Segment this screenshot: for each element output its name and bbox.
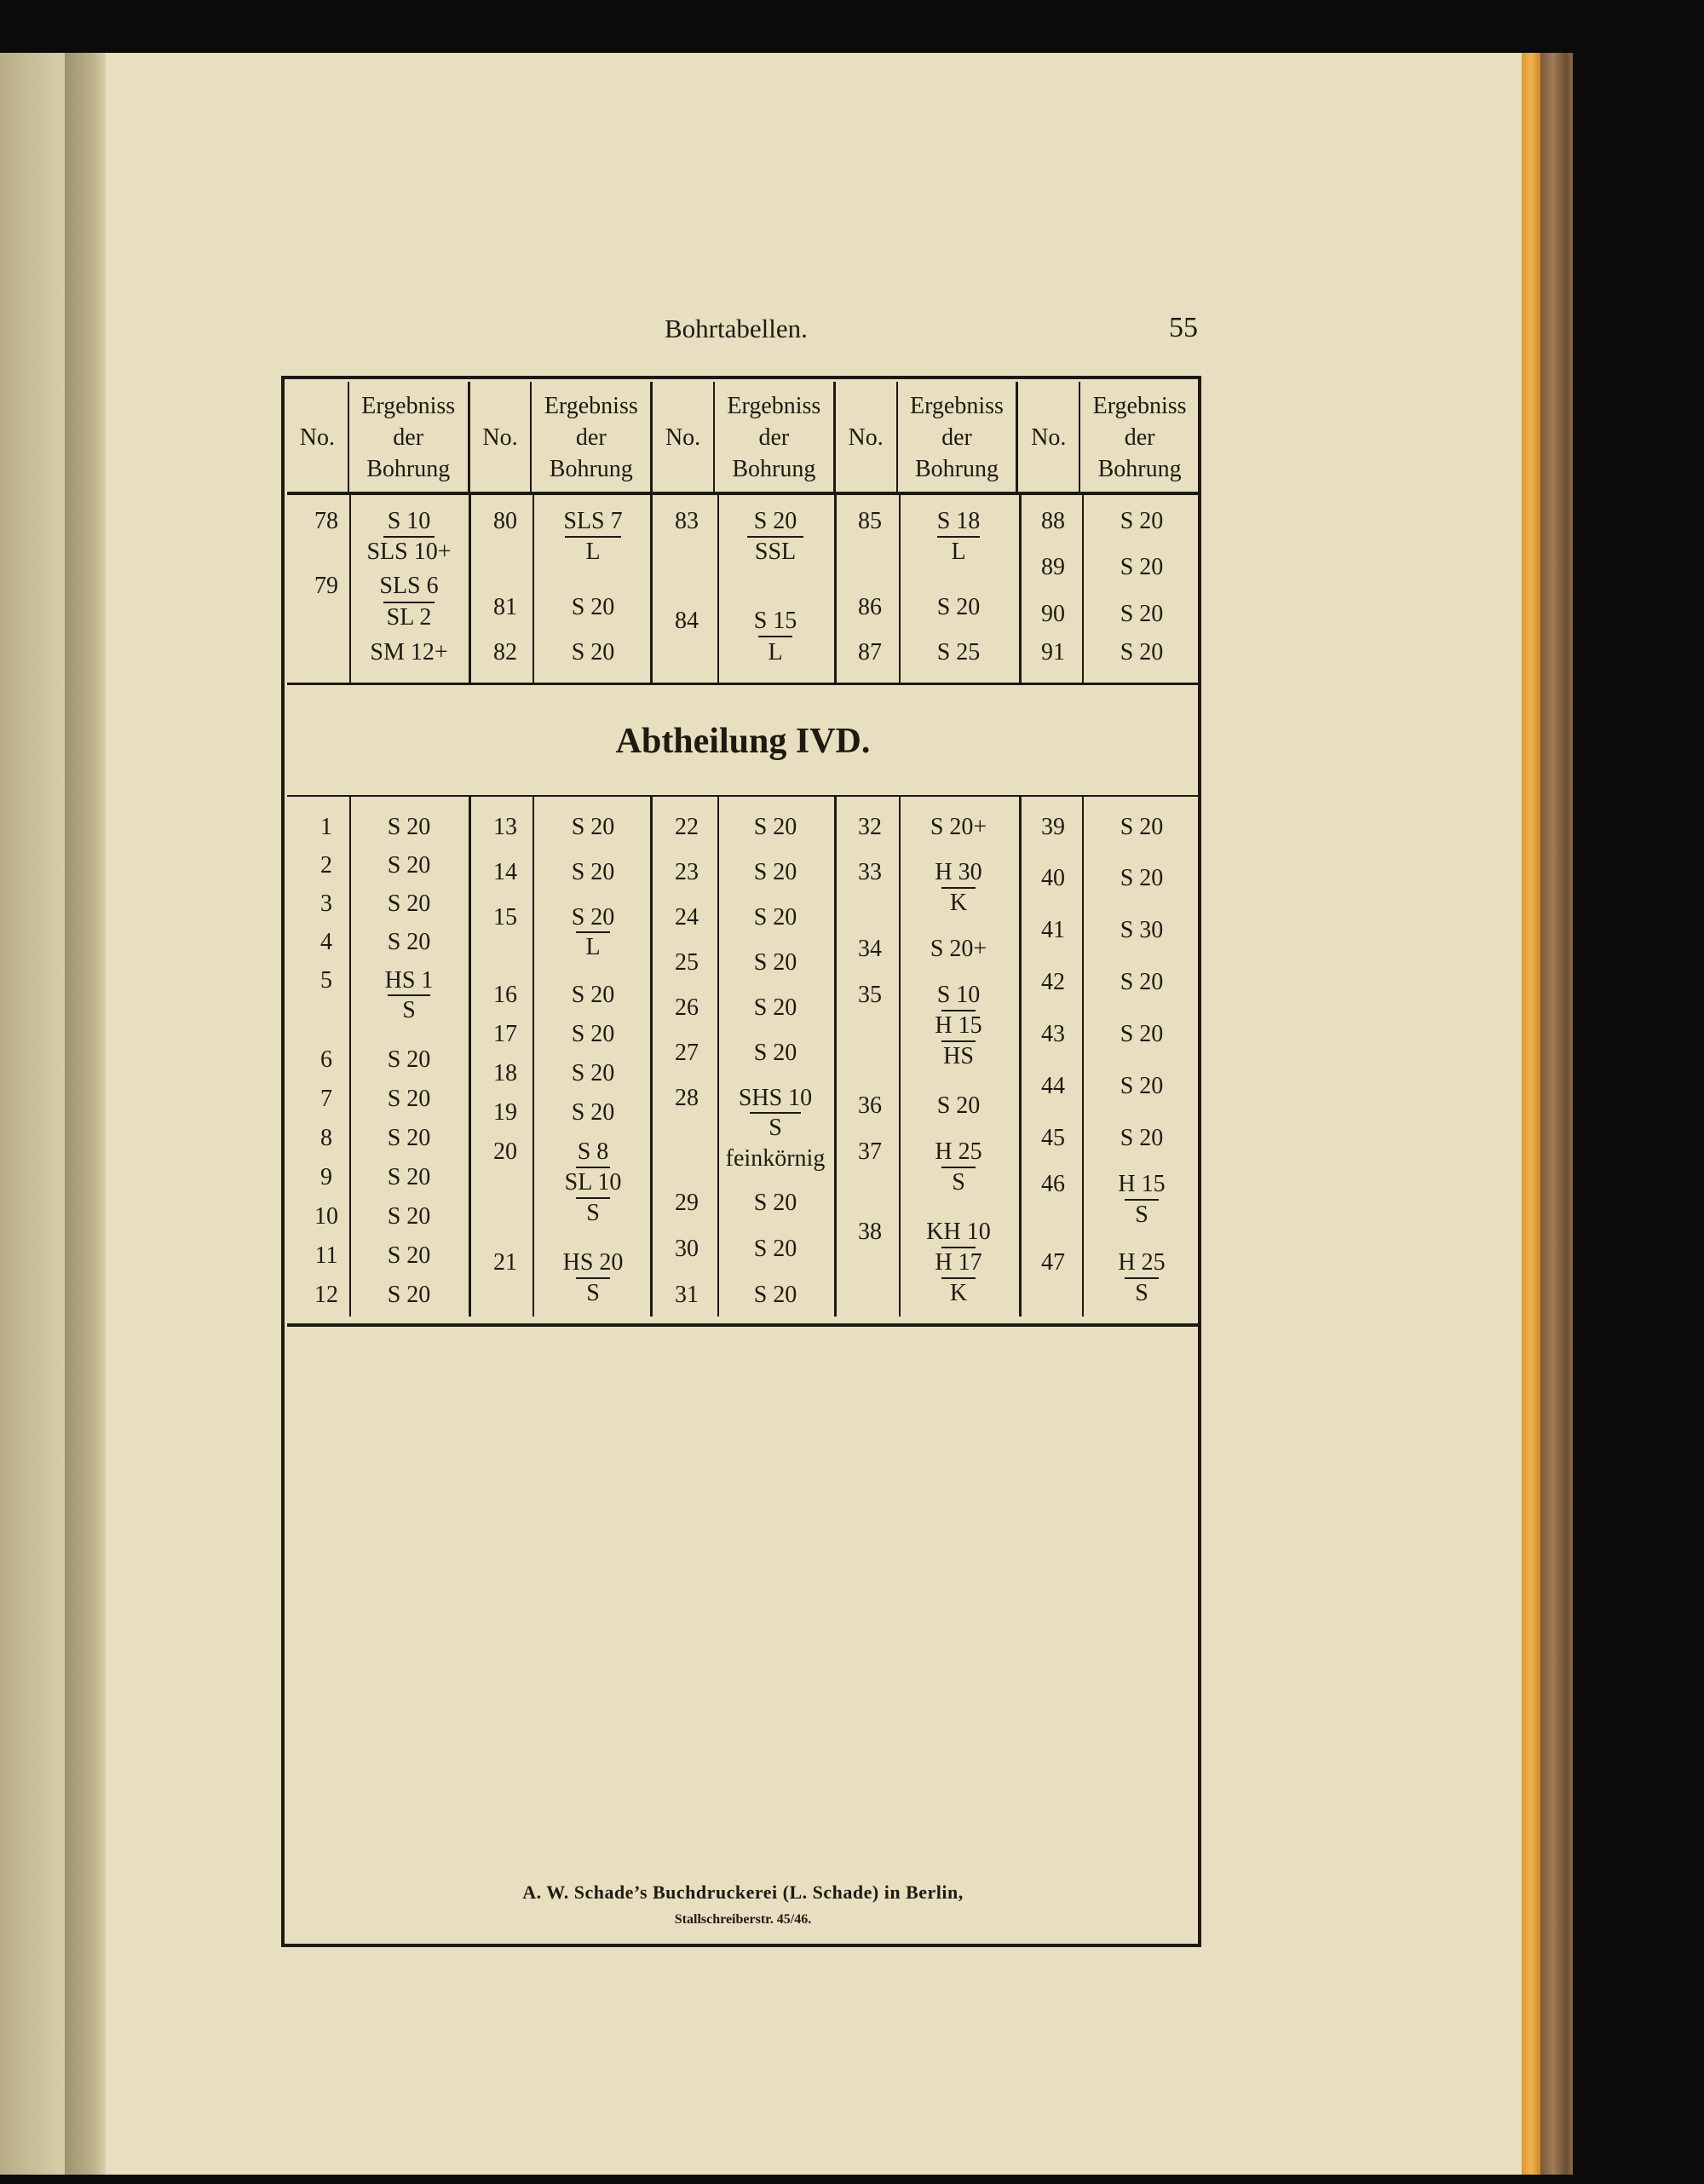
boring-result: K <box>949 1280 968 1306</box>
row-number: 1 <box>320 814 332 840</box>
boring-result: S 20+ <box>930 936 987 962</box>
printer-imprint: A. W. Schade’s Buchdruckerei (L. Schade) in Berlin, <box>522 1881 964 1903</box>
column-rule-thin <box>532 797 534 1317</box>
boring-result: S 20+ <box>930 814 987 840</box>
row-number: 7 <box>320 1086 332 1112</box>
row-number: 45 <box>1041 1125 1065 1151</box>
boring-result: S <box>769 1115 782 1141</box>
boring-result: SLS 7 <box>563 508 623 534</box>
row-number: 2 <box>320 852 332 879</box>
boring-result: S 20 <box>387 814 431 840</box>
header-no: No. <box>834 382 896 493</box>
row-number: 29 <box>675 1190 699 1216</box>
boring-result: S 30 <box>1120 917 1164 943</box>
book-cover-edge <box>1540 53 1573 2175</box>
boring-result: S 20 <box>571 814 615 840</box>
row-number: 34 <box>858 936 882 962</box>
header-result: Ergebniss der Bohrung <box>348 382 469 493</box>
boring-result: SSL <box>754 539 797 565</box>
boring-result: S 20 <box>1120 508 1164 534</box>
fraction-line <box>383 602 435 603</box>
boring-result: HS 20 <box>562 1249 624 1276</box>
boring-result: SM 12+ <box>370 639 448 666</box>
column-rule-thin <box>349 495 351 683</box>
fraction-line <box>1125 1277 1159 1279</box>
row-number: 9 <box>320 1164 332 1190</box>
row-number: 43 <box>1041 1021 1065 1047</box>
row-number: 82 <box>493 639 517 666</box>
row-number: 12 <box>314 1282 338 1308</box>
row-number: 18 <box>493 1060 517 1086</box>
boring-result: L <box>951 539 966 565</box>
row-number: 44 <box>1041 1073 1065 1099</box>
boring-result: S 20 <box>753 904 797 931</box>
book-spine-edge <box>1522 53 1540 2175</box>
header-no: No. <box>469 382 531 493</box>
column-rule-thick <box>469 797 471 1317</box>
rule-table-end <box>287 1323 1199 1327</box>
column-rule-thick <box>650 797 653 1317</box>
boring-result: SL 10 <box>564 1169 622 1196</box>
row-number: 46 <box>1041 1171 1065 1197</box>
column-rule-thick <box>650 495 653 683</box>
boring-result: S 20 <box>571 1021 615 1047</box>
row-number: 87 <box>858 639 882 666</box>
boring-result: S 15 <box>753 608 797 634</box>
boring-result: S 20 <box>753 814 797 840</box>
page-gutter <box>65 53 106 2175</box>
boring-result: SLS 10+ <box>366 539 452 565</box>
boring-result: H 25 <box>935 1138 982 1165</box>
boring-result: S <box>952 1169 965 1196</box>
boring-result: H 15 <box>935 1012 982 1039</box>
row-number: 4 <box>320 929 332 955</box>
boring-result: SL 2 <box>386 604 432 631</box>
row-number: 27 <box>675 1040 699 1066</box>
header-result: Ergebniss der Bohrung <box>714 382 834 493</box>
fraction-line <box>1125 1199 1159 1201</box>
boring-result: S 20 <box>387 1086 431 1112</box>
row-number: 35 <box>858 982 882 1008</box>
boring-result: S 20 <box>387 1046 431 1073</box>
column-rule-thick <box>469 495 471 683</box>
row-number: 10 <box>314 1203 338 1230</box>
boring-result: S 20 <box>1120 865 1164 891</box>
boring-result: S 20 <box>387 1164 431 1190</box>
boring-result: S 20 <box>387 929 431 955</box>
row-number: 25 <box>675 949 699 976</box>
row-number: 24 <box>675 904 699 931</box>
boring-result: S 20 <box>571 859 615 885</box>
row-number: 47 <box>1041 1249 1065 1276</box>
row-number: 30 <box>675 1236 699 1262</box>
column-rule-thin <box>1082 495 1084 683</box>
fraction-line <box>388 994 430 996</box>
boring-result: L <box>585 539 601 565</box>
boring-result: S 20 <box>571 594 615 620</box>
row-number: 39 <box>1041 814 1065 840</box>
rule-below-section <box>287 795 1199 797</box>
column-rule-thin <box>717 797 719 1317</box>
row-number: 31 <box>675 1282 699 1308</box>
boring-result: S 20 <box>1120 969 1164 995</box>
boring-result: H 17 <box>935 1249 982 1276</box>
boring-result: S 20 <box>936 594 981 620</box>
row-number: 19 <box>493 1099 517 1126</box>
row-number: 6 <box>320 1046 332 1073</box>
boring-result: L <box>768 639 783 666</box>
row-number: 89 <box>1041 554 1065 580</box>
section-title: Abtheilung IVD. <box>615 722 871 761</box>
row-number: 80 <box>493 508 517 534</box>
boring-result: SLS 6 <box>379 573 439 599</box>
boring-result: SHS 10 <box>738 1085 813 1111</box>
row-number: 13 <box>493 814 517 840</box>
boring-result: H 30 <box>935 859 982 885</box>
row-number: 14 <box>493 859 517 885</box>
row-number: 37 <box>858 1138 882 1165</box>
row-number: 15 <box>493 904 517 931</box>
row-number: 17 <box>493 1021 517 1047</box>
column-rule-thin <box>899 495 901 683</box>
boring-result: S 20 <box>387 1282 431 1308</box>
fraction-line <box>941 1040 976 1042</box>
boring-result: S 20 <box>753 1282 797 1308</box>
rule-below-header <box>287 492 1199 495</box>
row-number: 41 <box>1041 917 1065 943</box>
row-number: 42 <box>1041 969 1065 995</box>
boring-result: S 20 <box>1120 1021 1164 1047</box>
boring-result: S 20 <box>1120 1073 1164 1099</box>
boring-result: L <box>585 934 601 960</box>
boring-result: S 20 <box>387 1203 431 1230</box>
row-number: 28 <box>675 1085 699 1111</box>
fraction-line <box>941 1247 976 1248</box>
boring-result: S 20 <box>1120 601 1164 627</box>
row-number: 3 <box>320 890 332 917</box>
row-number: 91 <box>1041 639 1065 666</box>
column-rule-thick <box>1019 797 1022 1317</box>
fraction-line <box>941 1167 976 1168</box>
fraction-line <box>941 1277 976 1279</box>
row-number: 81 <box>493 594 517 620</box>
boring-result: HS 1 <box>384 967 434 994</box>
row-number: 84 <box>675 608 699 634</box>
row-number: 5 <box>320 967 332 994</box>
boring-result: S 20 <box>571 1099 615 1126</box>
fraction-line <box>747 536 803 538</box>
boring-result: S 20 <box>1120 554 1164 580</box>
boring-result: S 20 <box>387 890 431 917</box>
column-rule-thin <box>717 495 719 683</box>
row-number: 85 <box>858 508 882 534</box>
row-number: 79 <box>314 573 338 599</box>
table-header <box>287 382 1199 493</box>
boring-result: S 20 <box>753 508 797 534</box>
boring-result: S <box>1135 1280 1148 1306</box>
row-number: 22 <box>675 814 699 840</box>
rule-above-section <box>287 683 1199 685</box>
row-number: 33 <box>858 859 882 885</box>
header-result: Ergebniss der Bohrung <box>897 382 1017 493</box>
row-number: 83 <box>675 508 699 534</box>
boring-result: S <box>586 1200 600 1226</box>
row-number: 8 <box>320 1125 332 1151</box>
column-rule-thin <box>1082 797 1084 1317</box>
row-number: 40 <box>1041 865 1065 891</box>
fraction-line <box>565 536 621 538</box>
row-number: 26 <box>675 994 699 1021</box>
row-number: 38 <box>858 1219 882 1245</box>
boring-result: S 20 <box>753 949 797 976</box>
boring-result: S 20 <box>571 1060 615 1086</box>
boring-result: S 20 <box>571 639 615 666</box>
row-number: 36 <box>858 1092 882 1119</box>
fraction-line <box>758 636 792 637</box>
boring-result: S 20 <box>387 852 431 879</box>
header-no: No. <box>1017 382 1079 493</box>
boring-result: HS <box>943 1043 974 1069</box>
running-title: Bohrtabellen. <box>665 314 808 343</box>
boring-result: S 20 <box>387 1242 431 1269</box>
boring-result: S 8 <box>577 1138 609 1165</box>
fraction-line <box>576 1197 610 1199</box>
boring-result: S 20 <box>1120 639 1164 666</box>
row-number: 86 <box>858 594 882 620</box>
row-number: 32 <box>858 814 882 840</box>
boring-result: S 20 <box>936 1092 981 1119</box>
boring-result: S 20 <box>1120 1125 1164 1151</box>
boring-result: H 15 <box>1118 1171 1166 1197</box>
fraction-line <box>576 931 610 933</box>
row-number: 88 <box>1041 508 1065 534</box>
fraction-line <box>941 1010 976 1011</box>
boring-result: S 20 <box>1120 814 1164 840</box>
boring-result: S <box>402 997 416 1023</box>
boring-result: KH 10 <box>926 1219 991 1245</box>
boring-result: S 20 <box>387 1125 431 1151</box>
boring-result: S 20 <box>753 1190 797 1216</box>
column-rule-thick <box>834 797 837 1317</box>
fraction-line <box>750 1112 801 1114</box>
boring-result: S 18 <box>936 508 981 534</box>
boring-result: S 20 <box>753 994 797 1021</box>
printer-address: Stallschreiberstr. 45/46. <box>674 1912 812 1927</box>
fraction-line <box>941 887 976 889</box>
boring-result: S <box>1135 1201 1148 1228</box>
boring-result: S 25 <box>936 639 981 666</box>
row-number: 90 <box>1041 601 1065 627</box>
row-number: 78 <box>314 508 338 534</box>
header-no: No. <box>287 382 348 493</box>
fraction-line <box>576 1277 610 1279</box>
header-result: Ergebniss der Bohrung <box>531 382 651 493</box>
boring-result: S 20 <box>571 904 615 931</box>
column-rule-thin <box>899 797 901 1317</box>
column-rule-thick <box>834 495 837 683</box>
header-result: Ergebniss der Bohrung <box>1092 393 1187 482</box>
column-rule-thin <box>532 495 534 683</box>
row-number: 23 <box>675 859 699 885</box>
fraction-line <box>576 1167 610 1168</box>
page-number: 55 <box>1169 312 1198 343</box>
boring-result: feinkörnig <box>725 1145 826 1172</box>
boring-result: S 20 <box>753 859 797 885</box>
boring-result: S 20 <box>571 982 615 1008</box>
boring-result: S 20 <box>753 1236 797 1262</box>
row-number: 16 <box>493 982 517 1008</box>
boring-result: S <box>586 1280 600 1306</box>
boring-result: H 25 <box>1118 1249 1166 1276</box>
fraction-line <box>383 536 435 538</box>
boring-result: S 10 <box>387 508 431 534</box>
column-rule-thin <box>349 797 351 1317</box>
fraction-line <box>937 536 980 538</box>
boring-result: S 10 <box>936 982 981 1008</box>
boring-result: S 20 <box>753 1040 797 1066</box>
row-number: 20 <box>493 1138 517 1165</box>
boring-result: K <box>949 890 968 916</box>
row-number: 11 <box>314 1242 338 1269</box>
row-number: 21 <box>493 1249 517 1276</box>
column-rule-thick <box>1019 495 1022 683</box>
header-no: No. <box>652 382 714 493</box>
